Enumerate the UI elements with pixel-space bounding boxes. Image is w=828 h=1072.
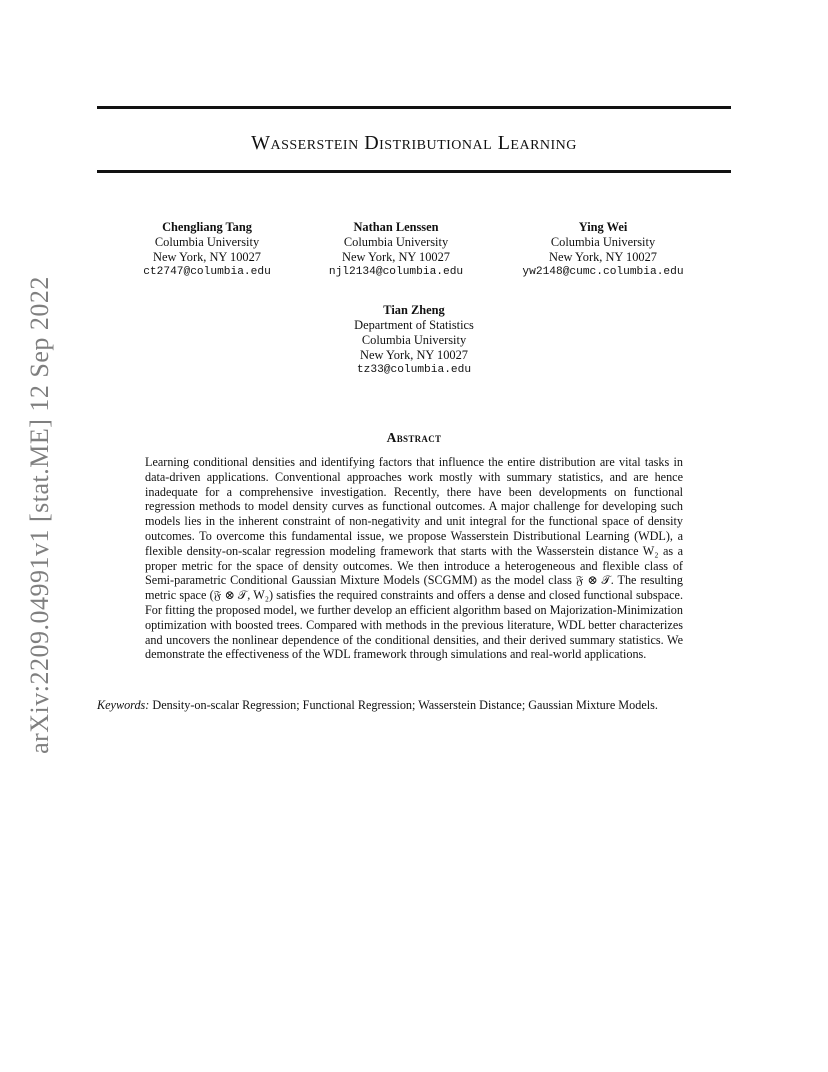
author-affiliation: Columbia University	[154, 235, 260, 249]
author-block-4	[314, 303, 514, 378]
title-bottom-rule	[97, 170, 731, 173]
author-address: New York, NY 10027	[549, 250, 657, 264]
arxiv-identifier-stamp: arXiv:2209.04991v1 [stat.ME] 12 Sep 2022	[25, 276, 54, 754]
keywords-text: Density-on-scalar Regression; Functional Regression; Wasserstein Distance; Gaussian Mixture Models.	[152, 698, 658, 712]
author-email: tz33@columbia.edu	[356, 364, 472, 376]
abstract-heading: Abstract	[386, 430, 442, 445]
author-department: Department of Statistics	[354, 318, 474, 332]
author-email: yw2148@cumc.columbia.edu	[522, 266, 684, 278]
abstract-body	[145, 455, 683, 662]
author-name: Ying Wei	[578, 220, 628, 234]
author-address: New York, NY 10027	[153, 250, 261, 264]
keywords-label: Keywords:	[97, 698, 150, 712]
author-email: njl2134@columbia.edu	[328, 266, 464, 278]
author-email: ct2747@columbia.edu	[143, 266, 271, 278]
author-affiliation: Columbia University	[343, 235, 449, 249]
author-affiliation: Columbia University	[550, 235, 656, 249]
author-name: Chengliang Tang	[162, 220, 252, 234]
keywords-line	[97, 698, 731, 713]
abstract-text: Learning conditional densities and identifying factors that influence the entire distribution are vital tasks in data-driven applications. Conventional approaches work mostly with summary statistics, and are hence inadequate for a comprehensive investigation. Recently, there have been developments on functional regression methods to model density curves as functional outcomes. A major challenge for developing such models lies in the inherent constraint of non-negativity and unit integral for the functional space of density outcomes. To overcome this fundamental issue, we propose Wasserstein Distributional Learning (WDL), a flexible density-on-scalar regression modeling framework that starts with the Wasserstein distance W₂ as a proper metric for the space of density outcomes. We then introduce a heterogeneous and flexible class of Semi-parametric Conditional Gaussian Mixture Models (SCGMM) as the model class 𝔉 ⊗ 𝒯. The resulting metric space (𝔉 ⊗ 𝒯, W₂) satisfies the required constraints and offers a dense and closed functional subspace. For fitting the proposed model, we further develop an efficient algorithm based on Majorization-Minimization optimization with boosted trees. Compared with methods in the previous literature, WDL better characterizes and uncovers the nonlinear dependence of the conditional densities, and their derived summary statistics. We demonstrate the effectiveness of the WDL framework through simulations and real-world applications.	[145, 455, 683, 662]
author-block-1	[127, 220, 287, 280]
author-name: Tian Zheng	[383, 303, 445, 317]
author-name: Nathan Lenssen	[353, 220, 439, 234]
author-block-2	[316, 220, 476, 280]
author-address: New York, NY 10027	[360, 348, 468, 362]
author-affiliation: Columbia University	[361, 333, 467, 347]
author-block-3	[503, 220, 703, 280]
paper-title: Wasserstein Distributional Learning	[251, 132, 577, 154]
author-address: New York, NY 10027	[342, 250, 450, 264]
title-top-rule	[97, 106, 731, 109]
